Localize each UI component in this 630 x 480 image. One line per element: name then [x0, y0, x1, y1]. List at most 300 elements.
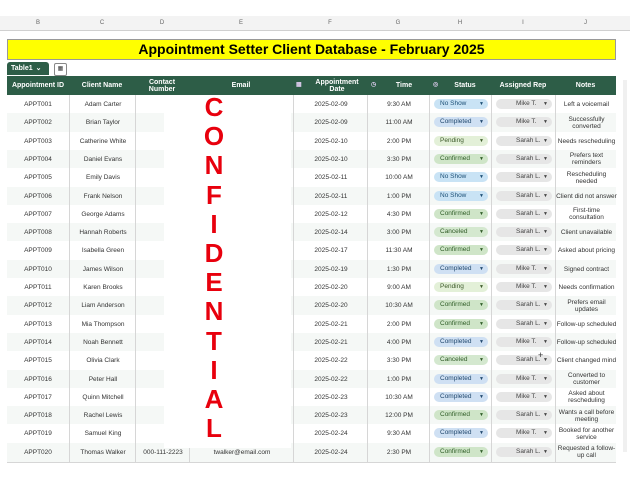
table-row[interactable]: [7, 296, 616, 316]
cell-status[interactable]: [429, 150, 492, 169]
cell-time[interactable]: 1:00 PM: [367, 370, 430, 389]
cell-status[interactable]: [429, 95, 492, 114]
cell-time[interactable]: 9:30 AM: [367, 95, 430, 114]
cell-appointment-id[interactable]: APPT014: [24, 338, 52, 346]
table-row[interactable]: [7, 223, 616, 243]
cell-notes[interactable]: Follow-up scheduled: [555, 333, 617, 352]
status-chip-label: No Show: [440, 100, 467, 107]
cell-notes[interactable]: Asked about pricing: [555, 241, 617, 260]
cell-assigned-rep[interactable]: [491, 150, 556, 169]
watermark-letter: D: [204, 238, 224, 268]
cell-appointment-date[interactable]: 2025-02-14: [293, 223, 368, 242]
cell-notes[interactable]: First-time consultation: [555, 205, 617, 224]
cell-status[interactable]: [429, 278, 492, 297]
cell-status[interactable]: [429, 241, 492, 260]
header-time[interactable]: Time: [395, 82, 413, 89]
cell-time[interactable]: 3:30 PM: [367, 351, 430, 370]
status-chip[interactable]: [434, 154, 488, 164]
dropdown-arrow-icon: ▼: [543, 119, 548, 126]
cell-status[interactable]: [429, 388, 492, 407]
cell-assigned-rep[interactable]: [491, 241, 556, 260]
rep-chip[interactable]: [496, 447, 552, 457]
col-letter-i[interactable]: I: [522, 20, 524, 26]
rep-chip-label: Sarah L.: [516, 228, 541, 236]
status-chip[interactable]: [434, 209, 488, 219]
col-letter-g[interactable]: G: [395, 20, 401, 26]
cell-appointment-id[interactable]: APPT010: [24, 265, 52, 273]
rep-chip[interactable]: [496, 410, 552, 420]
rep-chip[interactable]: [496, 282, 552, 292]
cell-appointment-id[interactable]: APPT020: [24, 448, 52, 456]
dropdown-column-icon: ◎: [433, 82, 439, 88]
cell-status[interactable]: [429, 132, 492, 151]
cell-appointment-date[interactable]: 2025-02-24: [293, 443, 368, 462]
cell-appointment-date[interactable]: 2025-02-21: [293, 333, 368, 352]
cell-assigned-rep[interactable]: [491, 278, 556, 297]
status-chip[interactable]: [434, 282, 488, 292]
col-letter-f[interactable]: F: [328, 20, 332, 26]
cell-notes[interactable]: Booked for another service: [555, 424, 617, 443]
dropdown-arrow-icon: ▼: [543, 155, 548, 162]
table-row[interactable]: [7, 241, 616, 261]
rep-chip-label: Mike T.: [516, 100, 537, 107]
header-assigned-rep[interactable]: Assigned Rep: [499, 82, 547, 89]
rep-chip-label: Sarah L.: [516, 319, 541, 327]
table-view-icon[interactable]: ▦: [54, 63, 67, 76]
dropdown-arrow-icon: ▼: [479, 247, 484, 254]
cell-client-name[interactable]: James Wilson: [69, 260, 136, 279]
dropdown-arrow-icon: ▼: [479, 412, 484, 419]
rep-chip-label: Mike T.: [516, 283, 537, 290]
status-chip-label: Completed: [440, 118, 472, 126]
cell-time[interactable]: 1:00 PM: [367, 187, 430, 206]
dropdown-arrow-icon: ▼: [543, 265, 548, 272]
cell-appointment-date[interactable]: 2025-02-17: [293, 241, 368, 260]
header-appointment-id[interactable]: Appointment ID: [11, 82, 65, 89]
rep-chip[interactable]: [496, 319, 552, 329]
dropdown-arrow-icon: ▼: [479, 302, 484, 309]
cell-notes[interactable]: Rescheduling needed: [555, 168, 617, 187]
cell-notes[interactable]: Prefers email updates: [555, 296, 617, 315]
col-letter-h[interactable]: H: [457, 20, 463, 26]
dropdown-arrow-icon: ▼: [479, 338, 484, 345]
dropdown-arrow-icon: ▼: [479, 119, 484, 126]
add-row-icon[interactable]: +: [538, 350, 544, 360]
cell-client-name[interactable]: Samuel King: [69, 424, 136, 443]
confidential-watermark: [194, 92, 234, 446]
rep-chip-label: Sarah L.: [516, 173, 541, 181]
cell-status[interactable]: [429, 260, 492, 279]
cell-time[interactable]: 11:00 AM: [367, 113, 430, 132]
rep-chip-label: Mike T.: [516, 118, 537, 126]
cell-client-name[interactable]: Frank Nelson: [69, 187, 136, 206]
cell-appointment-id[interactable]: APPT009: [24, 247, 52, 255]
table-row[interactable]: [7, 370, 616, 390]
table-row[interactable]: [7, 168, 616, 188]
cell-time[interactable]: 3:00 PM: [367, 223, 430, 242]
cell-appointment-id[interactable]: APPT015: [24, 357, 52, 365]
status-chip[interactable]: [434, 245, 488, 255]
table-row[interactable]: [7, 315, 616, 335]
rep-chip[interactable]: [496, 428, 552, 438]
table-row[interactable]: [7, 443, 616, 463]
dropdown-arrow-icon: ▼: [543, 320, 548, 327]
cell-appointment-id[interactable]: APPT012: [24, 302, 52, 310]
table-row[interactable]: [7, 278, 616, 298]
cell-status[interactable]: [429, 168, 492, 187]
watermark-letter: O: [203, 121, 225, 152]
cell-appointment-id[interactable]: APPT004: [24, 155, 52, 163]
cell-appointment-id[interactable]: APPT002: [24, 119, 52, 127]
table-tab[interactable]: [7, 62, 49, 75]
table-row[interactable]: [7, 260, 616, 280]
cell-notes[interactable]: Converted to customer: [555, 370, 617, 389]
status-chip-label: Completed: [440, 374, 472, 382]
table-row[interactable]: [7, 388, 616, 408]
cell-assigned-rep[interactable]: [491, 187, 556, 206]
cell-assigned-rep[interactable]: [491, 223, 556, 242]
cell-status[interactable]: [429, 333, 492, 352]
cell-appointment-date[interactable]: 2025-02-23: [293, 406, 368, 425]
cell-contact-number[interactable]: 000-111-2223: [135, 443, 190, 462]
cell-client-name[interactable]: Quinn Mitchell: [69, 388, 136, 407]
dropdown-arrow-icon: ▼: [543, 210, 548, 217]
calendar-icon: ▦: [296, 82, 302, 88]
cell-notes[interactable]: Client changed mind: [555, 351, 617, 370]
watermark-letter: N: [204, 150, 224, 181]
watermark-letter: C: [204, 92, 224, 122]
dropdown-arrow-icon: ▼: [479, 155, 484, 162]
cell-status[interactable]: [429, 351, 492, 370]
status-chip[interactable]: [434, 117, 488, 127]
cell-appointment-id[interactable]: APPT008: [24, 229, 52, 237]
cell-notes[interactable]: Requested a follow-up call: [555, 443, 617, 462]
status-chip-label: Confirmed: [440, 246, 470, 254]
cell-appointment-date[interactable]: 2025-02-24: [293, 424, 368, 443]
cell-notes[interactable]: Client unavailable: [555, 223, 617, 242]
cell-client-name[interactable]: Noah Bennett: [69, 333, 136, 352]
cell-client-name[interactable]: Liam Anderson: [69, 296, 136, 315]
watermark-letter: F: [206, 179, 222, 210]
table-row[interactable]: [7, 333, 616, 353]
status-chip-label: No Show: [440, 173, 467, 181]
rep-chip[interactable]: [496, 154, 552, 164]
rep-chip[interactable]: [496, 374, 552, 384]
rep-chip[interactable]: [496, 136, 552, 146]
status-chip[interactable]: [434, 191, 488, 201]
cell-assigned-rep[interactable]: [491, 443, 556, 462]
cell-time[interactable]: 2:00 PM: [367, 315, 430, 334]
cell-client-name[interactable]: Rachel Lewis: [69, 406, 136, 425]
dropdown-arrow-icon: ▼: [543, 192, 548, 199]
status-chip[interactable]: [434, 337, 488, 347]
status-chip[interactable]: [434, 99, 488, 109]
cell-assigned-rep[interactable]: [491, 406, 556, 425]
cell-appointment-date[interactable]: 2025-02-22: [293, 370, 368, 389]
table-row[interactable]: [7, 150, 616, 170]
cell-client-name[interactable]: George Adams: [69, 205, 136, 224]
cell-notes[interactable]: Asked about rescheduling: [555, 388, 617, 407]
rep-chip-label: Mike T.: [516, 264, 537, 272]
dropdown-arrow-icon: ▼: [543, 393, 548, 400]
status-chip-label: Completed: [440, 264, 472, 272]
cell-client-name[interactable]: Isabella Green: [69, 241, 136, 260]
header-email[interactable]: Email: [231, 82, 251, 89]
cell-notes[interactable]: Successfully converted: [555, 113, 617, 132]
cell-appointment-id[interactable]: APPT019: [24, 430, 52, 438]
cell-assigned-rep[interactable]: [491, 424, 556, 443]
cell-client-name[interactable]: Catherine White: [69, 132, 136, 151]
header-appointment-date[interactable]: Appointment Date: [315, 78, 359, 93]
status-chip-label: Canceled: [440, 228, 468, 236]
dropdown-arrow-icon: ▼: [543, 247, 548, 254]
cell-appointment-date[interactable]: 2025-02-11: [293, 168, 368, 187]
cell-notes[interactable]: Follow-up scheduled: [555, 315, 617, 334]
status-chip[interactable]: [434, 355, 488, 365]
table-row[interactable]: [7, 187, 616, 207]
rep-chip[interactable]: [496, 300, 552, 310]
col-letter-c[interactable]: C: [99, 20, 105, 26]
rep-chip[interactable]: [496, 172, 552, 182]
status-chip-label: Confirmed: [440, 447, 470, 455]
cell-client-name[interactable]: Mia Thompson: [69, 315, 136, 334]
status-chip[interactable]: [434, 319, 488, 329]
cell-time[interactable]: 11:30 AM: [367, 241, 430, 260]
status-chip-label: Confirmed: [440, 154, 470, 162]
cell-time[interactable]: 3:30 PM: [367, 150, 430, 169]
rep-chip-label: Sarah L.: [516, 246, 541, 254]
status-chip[interactable]: [434, 428, 488, 438]
header-contact-number[interactable]: Contact Number: [148, 78, 176, 93]
cell-client-name[interactable]: Brian Taylor: [69, 113, 136, 132]
table-row[interactable]: [7, 113, 616, 133]
watermark-letter: I: [210, 208, 218, 239]
cell-status[interactable]: [429, 205, 492, 224]
status-chip[interactable]: [434, 374, 488, 384]
table-row[interactable]: [7, 205, 616, 225]
cell-assigned-rep[interactable]: [491, 370, 556, 389]
rep-chip[interactable]: [496, 191, 552, 201]
col-letter-j[interactable]: J: [584, 20, 587, 26]
cell-assigned-rep[interactable]: [491, 315, 556, 334]
cell-time[interactable]: 2:00 PM: [367, 132, 430, 151]
cell-time[interactable]: 4:30 PM: [367, 205, 430, 224]
status-chip[interactable]: [434, 447, 488, 457]
cell-assigned-rep[interactable]: [491, 388, 556, 407]
rep-chip-label: Mike T.: [516, 374, 537, 382]
clock-icon: ◷: [371, 82, 377, 88]
cell-appointment-date[interactable]: 2025-02-09: [293, 95, 368, 114]
status-chip-label: Canceled: [440, 356, 468, 364]
cell-time[interactable]: 10:30 AM: [367, 388, 430, 407]
cell-email[interactable]: twalker@email.com: [189, 443, 294, 462]
cell-assigned-rep[interactable]: [491, 260, 556, 279]
cell-assigned-rep[interactable]: [491, 296, 556, 315]
dropdown-arrow-icon: ▼: [479, 430, 484, 437]
cell-appointment-id[interactable]: APPT018: [24, 412, 52, 420]
status-chip[interactable]: [434, 392, 488, 402]
rep-chip-label: Sarah L.: [516, 411, 541, 419]
cell-appointment-date[interactable]: 2025-02-12: [293, 205, 368, 224]
cell-client-name[interactable]: Thomas Walker: [69, 443, 136, 462]
cell-notes[interactable]: Wants a call before meeting: [555, 406, 617, 425]
status-chip[interactable]: [434, 172, 488, 182]
cell-appointment-id[interactable]: APPT006: [24, 192, 52, 200]
rep-chip-label: Sarah L.: [516, 154, 541, 162]
rep-chip[interactable]: [496, 209, 552, 219]
cell-notes[interactable]: Left a voicemail: [555, 95, 617, 114]
table-tab-label: Table1: [11, 65, 33, 72]
cell-notes[interactable]: Signed contract: [555, 260, 617, 279]
cell-assigned-rep[interactable]: [491, 205, 556, 224]
cell-time[interactable]: 9:00 AM: [367, 278, 430, 297]
cell-appointment-id[interactable]: APPT005: [24, 174, 52, 182]
cell-client-name[interactable]: Karen Brooks: [69, 278, 136, 297]
status-chip[interactable]: [434, 410, 488, 420]
status-chip[interactable]: [434, 136, 488, 146]
cell-assigned-rep[interactable]: [491, 168, 556, 187]
table-row[interactable]: [7, 351, 616, 371]
cell-time[interactable]: 10:30 AM: [367, 296, 430, 315]
cell-assigned-rep[interactable]: [491, 113, 556, 132]
rep-chip[interactable]: [496, 117, 552, 127]
cell-time[interactable]: 1:30 PM: [367, 260, 430, 279]
dropdown-arrow-icon: ▼: [543, 338, 548, 345]
status-chip-label: Completed: [440, 337, 472, 345]
watermark-letter: L: [206, 413, 222, 444]
dropdown-arrow-icon: ▼: [543, 448, 548, 455]
watermark-letter: T: [206, 325, 222, 356]
rep-chip-label: Mike T.: [516, 337, 537, 345]
cell-appointment-date[interactable]: 2025-02-20: [293, 296, 368, 315]
status-chip-label: Completed: [440, 392, 472, 400]
cell-appointment-date[interactable]: 2025-02-22: [293, 351, 368, 370]
cell-time[interactable]: 4:00 PM: [367, 333, 430, 352]
cell-notes[interactable]: Prefers text reminders: [555, 150, 617, 169]
watermark-letter: I: [210, 354, 218, 385]
header-notes[interactable]: Notes: [575, 82, 596, 89]
cell-appointment-id[interactable]: APPT017: [24, 393, 52, 401]
rep-chip-label: Sarah L.: [516, 301, 541, 309]
rep-chip-label: Mike T.: [516, 429, 537, 437]
cell-assigned-rep[interactable]: [491, 95, 556, 114]
rep-chip[interactable]: [496, 99, 552, 109]
cell-client-name[interactable]: Hannah Roberts: [69, 223, 136, 242]
dropdown-arrow-icon: ▼: [479, 229, 484, 236]
table-row[interactable]: [7, 132, 616, 152]
dropdown-arrow-icon: ▼: [543, 229, 548, 236]
status-chip[interactable]: [434, 300, 488, 310]
cell-appointment-date[interactable]: 2025-02-23: [293, 388, 368, 407]
col-letter-d[interactable]: D: [159, 20, 165, 26]
cell-appointment-id[interactable]: APPT001: [24, 101, 52, 108]
cell-client-name[interactable]: Peter Hall: [69, 370, 136, 389]
rep-chip[interactable]: [496, 392, 552, 402]
cell-status[interactable]: [429, 315, 492, 334]
header-status[interactable]: Status: [454, 82, 476, 89]
cell-status[interactable]: [429, 424, 492, 443]
cell-time[interactable]: 10:00 AM: [367, 168, 430, 187]
dropdown-arrow-icon: ▼: [479, 448, 484, 455]
watermark-letter: E: [205, 267, 223, 298]
rep-chip[interactable]: [496, 227, 552, 237]
dropdown-arrow-icon: ▼: [479, 174, 484, 181]
cell-notes[interactable]: Needs confirmation: [555, 278, 617, 297]
cell-assigned-rep[interactable]: [491, 132, 556, 151]
cell-time[interactable]: 9:30 AM: [367, 424, 430, 443]
cell-status[interactable]: [429, 187, 492, 206]
status-chip-label: Pending: [440, 283, 464, 290]
cell-appointment-date[interactable]: 2025-02-09: [293, 113, 368, 132]
cell-status[interactable]: [429, 113, 492, 132]
cell-appointment-date[interactable]: 2025-02-11: [293, 187, 368, 206]
cell-appointment-id[interactable]: APPT011: [24, 284, 52, 291]
cell-status[interactable]: [429, 370, 492, 389]
rep-chip[interactable]: [496, 245, 552, 255]
rep-chip-label: Sarah L.: [516, 191, 541, 199]
col-letter-e[interactable]: E: [238, 20, 243, 26]
dropdown-arrow-icon: ▼: [479, 265, 484, 272]
cell-appointment-id[interactable]: APPT013: [24, 320, 52, 328]
cell-status[interactable]: [429, 223, 492, 242]
table-row[interactable]: [7, 424, 616, 444]
status-chip-label: Confirmed: [440, 411, 470, 419]
cell-client-name[interactable]: Olivia Clark: [69, 351, 136, 370]
dropdown-arrow-icon: ▼: [479, 375, 484, 382]
vertical-scrollbar[interactable]: [623, 80, 627, 452]
cell-appointment-id[interactable]: APPT016: [24, 375, 52, 383]
cell-client-name[interactable]: Adam Carter: [69, 95, 136, 114]
status-chip[interactable]: [434, 227, 488, 237]
rep-chip[interactable]: [496, 337, 552, 347]
dropdown-arrow-icon: ▼: [479, 357, 484, 364]
table-row[interactable]: [7, 95, 616, 115]
status-chip-label: Confirmed: [440, 209, 470, 217]
status-chip[interactable]: [434, 264, 488, 274]
col-letter-b[interactable]: B: [35, 20, 40, 26]
cell-notes[interactable]: Needs rescheduling: [555, 132, 617, 151]
cell-client-name[interactable]: Emily Davis: [69, 168, 136, 187]
status-chip-label: Confirmed: [440, 301, 470, 309]
cell-appointment-date[interactable]: 2025-02-20: [293, 278, 368, 297]
dropdown-arrow-icon: ▼: [479, 210, 484, 217]
cell-appointment-id[interactable]: APPT007: [24, 210, 52, 218]
cell-status[interactable]: [429, 406, 492, 425]
dropdown-arrow-icon: ▼: [543, 174, 548, 181]
cell-client-name[interactable]: Daniel Evans: [69, 150, 136, 169]
cell-appointment-date[interactable]: 2025-02-21: [293, 315, 368, 334]
dropdown-arrow-icon: ▼: [543, 302, 548, 309]
cell-appointment-date[interactable]: 2025-02-19: [293, 260, 368, 279]
rep-chip[interactable]: [496, 264, 552, 274]
status-chip-label: No Show: [440, 191, 467, 199]
watermark-letter: N: [204, 296, 224, 327]
header-client-name[interactable]: Client Name: [81, 82, 123, 89]
cell-notes[interactable]: Client did not answer: [555, 187, 617, 206]
cell-appointment-date[interactable]: 2025-02-10: [293, 150, 368, 169]
cell-time[interactable]: 2:30 PM: [367, 443, 430, 462]
cell-status[interactable]: [429, 296, 492, 315]
rep-chip-label: Sarah L.: [516, 356, 541, 364]
dropdown-arrow-icon: ▼: [543, 412, 548, 419]
table-row[interactable]: [7, 406, 616, 426]
cell-appointment-id[interactable]: APPT003: [24, 137, 52, 145]
dropdown-arrow-icon: ▼: [479, 137, 484, 144]
cell-time[interactable]: 12:00 PM: [367, 406, 430, 425]
cell-status[interactable]: [429, 443, 492, 462]
dropdown-arrow-icon: ▼: [543, 284, 548, 290]
cell-appointment-date[interactable]: 2025-02-10: [293, 132, 368, 151]
